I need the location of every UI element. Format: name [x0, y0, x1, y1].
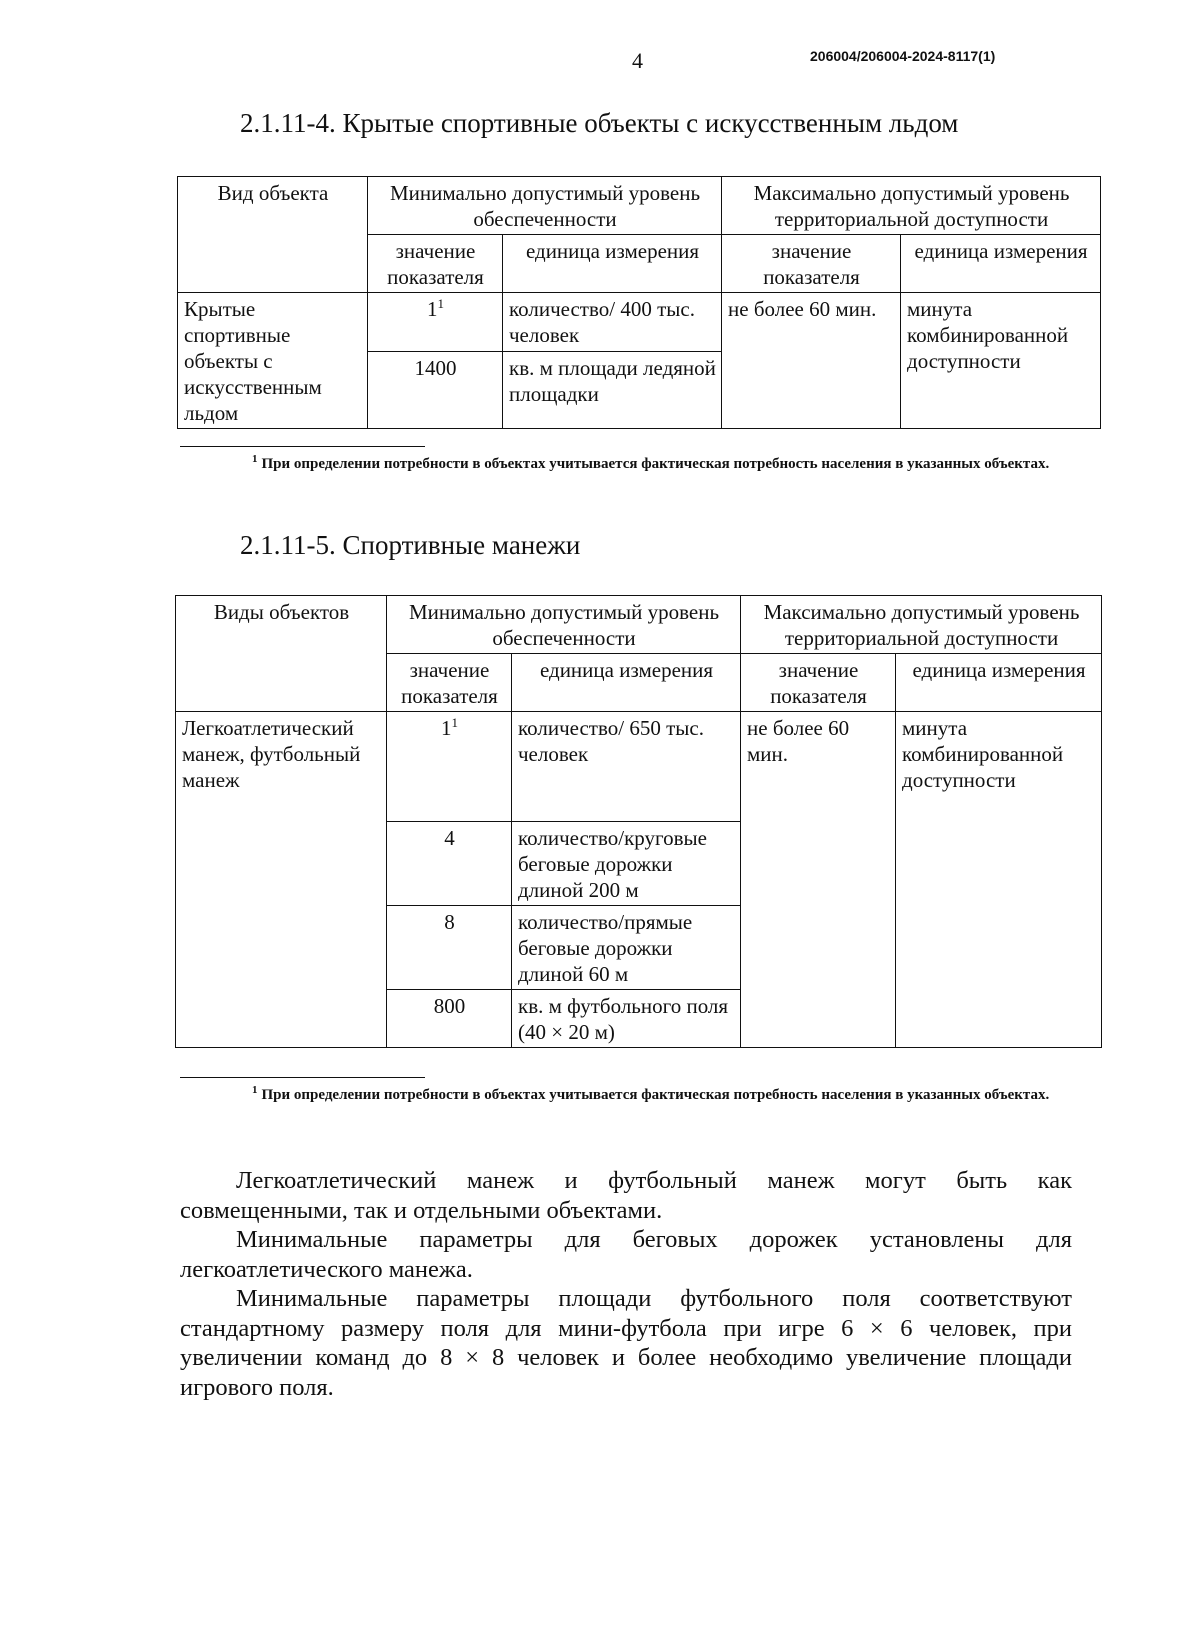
table-ice-facilities — [177, 176, 1101, 429]
value-cell: 800 — [387, 990, 512, 1048]
footnote: $^1$ При определении потребности в объектах учитывается фактическая потребность населения в указанных объектах. — [252, 453, 1050, 472]
footnote-ref: 1 — [437, 296, 444, 311]
subheader-value: значение показателя — [722, 235, 901, 293]
value-cell: 8 — [387, 906, 512, 990]
object-name: Крытые спортивные объекты с искусственным льдом — [178, 293, 368, 429]
subheader-value: значение показателя — [368, 235, 503, 293]
paragraph: Минимальные параметры для беговых дорожек установлены для легкоатлетического манежа. — [180, 1226, 1072, 1283]
section2-title: 2.1.11-5. Спортивные манежи — [240, 530, 581, 560]
paragraph: Минимальные параметры площади футбольного поля соответствуют стандартному размеру поля для мини-футбола при игре 6 × 6 человек, при увеличении команд до 8 × 8 человек и более необходимо увеличение площади игрового поля. — [180, 1285, 1072, 1401]
max-value-cell: не более 60 мин. — [741, 712, 896, 1048]
subheader-value: значение показателя — [387, 654, 512, 712]
page-number: 4 — [632, 48, 643, 73]
value-cell: 4 — [387, 822, 512, 906]
unit-cell: количество/ 400 тыс. человек — [503, 293, 722, 352]
footnote: $^1$ При определении потребности в объектах учитывается фактическая потребность населения в указанных объектах. — [252, 1084, 1050, 1103]
footnote-ref: 1 — [451, 715, 458, 730]
unit-cell: количество/круговые беговые дорожки длиной 200 м — [512, 822, 741, 906]
section1-title: 2.1.11-4. Крытые спортивные объекты с искусственным льдом — [240, 108, 959, 138]
body-text — [180, 1166, 1072, 1402]
value-cell: 1400 — [368, 352, 503, 429]
unit-cell: количество/прямые беговые дорожки длиной 60 м — [512, 906, 741, 990]
footnote-separator — [180, 1077, 425, 1078]
max-unit-cell: минута комбинированной доступности — [901, 293, 1101, 429]
value-cell: $1^1$ — [387, 712, 512, 822]
header-max-access: Максимально допустимый уровень территориальной доступности — [722, 177, 1101, 235]
subheader-unit: единица измерения — [512, 654, 741, 712]
document-id: 206004/206004-2024-8117(1) — [810, 48, 996, 64]
unit-cell: количество/ 650 тыс. человек — [512, 712, 741, 822]
header-object-type: Виды объектов — [176, 596, 387, 712]
subheader-unit: единица измерения — [503, 235, 722, 293]
object-name: Легкоатлетический манеж, футбольный манеж — [176, 712, 387, 1048]
footnote-separator — [180, 446, 425, 447]
value-cell: $1^1$ — [368, 293, 503, 352]
subheader-unit: единица измерения — [896, 654, 1102, 712]
table-sports-arenas — [175, 595, 1102, 1048]
subheader-value: значение показателя — [741, 654, 896, 712]
header-object-type: Вид объекта — [178, 177, 368, 293]
header-min-level: Минимально допустимый уровень обеспеченности — [387, 596, 741, 654]
max-unit-cell: минута комбинированной доступности — [896, 712, 1102, 1048]
unit-cell: кв. м площади ледяной площадки — [503, 352, 722, 429]
header-min-level: Минимально допустимый уровень обеспеченности — [368, 177, 722, 235]
paragraph: Легкоатлетический манеж и футбольный манеж могут быть как совмещенными, так и отдельными объектами. — [180, 1167, 1072, 1224]
max-value-cell: не более 60 мин. — [722, 293, 901, 429]
unit-cell: кв. м футбольного поля (40 × 20 м) — [512, 990, 741, 1048]
header-max-access: Максимально допустимый уровень территориальной доступности — [741, 596, 1102, 654]
subheader-unit: единица измерения — [901, 235, 1101, 293]
